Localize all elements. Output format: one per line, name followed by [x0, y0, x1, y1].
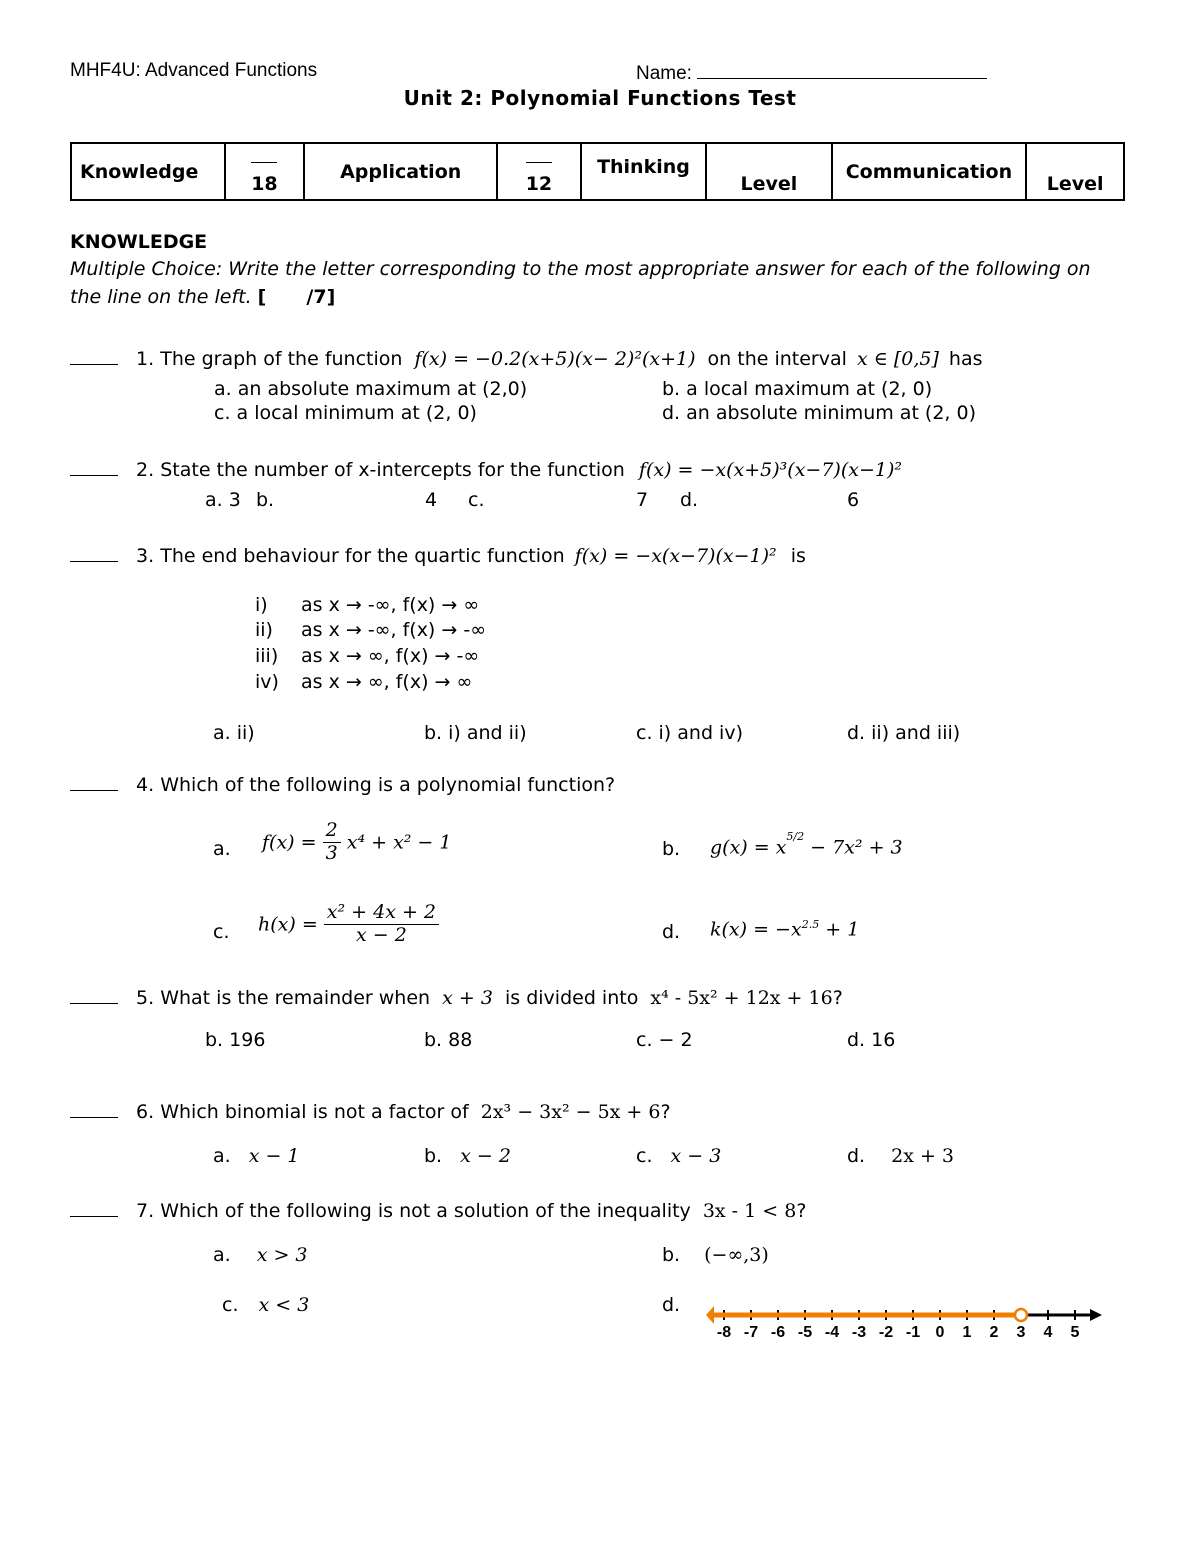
- q7-b-value: (−∞,3): [704, 1244, 769, 1266]
- answer-blank-6[interactable]: [70, 1099, 118, 1118]
- q4-a-lhs: f(x) =: [262, 831, 317, 854]
- q4-a-num: 2: [323, 820, 341, 843]
- q4-option-b: b.: [662, 838, 681, 860]
- answer-blank-7[interactable]: [70, 1198, 118, 1217]
- q6-option-d: [847, 1145, 954, 1167]
- q4-a-rest: x⁴ + x² − 1: [346, 831, 452, 854]
- q3-formula: f(x) = −x(x−7)(x−1)²: [574, 545, 777, 567]
- answer-blank-3[interactable]: [70, 543, 118, 562]
- q4-option-d: d.: [662, 921, 681, 943]
- q5-option-d: d. 16: [847, 1029, 896, 1051]
- q2-option-c: c.: [468, 489, 485, 511]
- q4-option-c: c.: [213, 921, 230, 943]
- q4-c-den: x − 2: [356, 923, 407, 946]
- q7-a-label: a.: [213, 1244, 231, 1266]
- q4-d-rest: + 1: [825, 918, 860, 941]
- question-5: [70, 985, 843, 1009]
- q2-option-a: a. 3: [205, 489, 241, 511]
- q4-option-c-formula: [258, 902, 439, 947]
- q5-text2: is divided into: [505, 987, 639, 1009]
- q6-d-label: d.: [847, 1145, 866, 1167]
- number-line-tick-label: 5: [1070, 1324, 1080, 1341]
- answer-blank-5[interactable]: [70, 985, 118, 1004]
- q4-d-lhs: k(x) = −x: [710, 918, 802, 941]
- q3-option-b: b. i) and ii): [424, 722, 527, 744]
- q1-option-c: c. a local minimum at (2, 0): [214, 402, 477, 424]
- q7-option-d: d.: [662, 1294, 681, 1316]
- q3-item-i-num: i): [255, 594, 268, 616]
- q7-a-value: x > 3: [256, 1244, 308, 1266]
- q3-text2: is: [790, 545, 806, 567]
- q6-b-value: x − 2: [460, 1145, 511, 1167]
- q1-text: 1. The graph of the function: [136, 348, 403, 370]
- question-3: [70, 543, 806, 567]
- q4-b-exp: 5/2: [786, 830, 805, 843]
- q3-option-a: a. ii): [213, 722, 255, 744]
- name-label: [636, 60, 987, 85]
- q4-a-fraction: [323, 820, 341, 865]
- q1-option-a: a. an absolute maximum at (2,0): [214, 378, 528, 400]
- q2-option-d-value: 6: [847, 489, 860, 511]
- number-line-open-circle: [1015, 1309, 1027, 1321]
- page-title: Unit 2: Polynomial Functions Test: [403, 86, 797, 110]
- q2-text: 2. State the number of x-intercepts for the function: [136, 459, 625, 481]
- q3-item-ii-num: ii): [255, 619, 273, 641]
- thinking-cell: Thinking: [581, 143, 707, 200]
- q3-item-iv: [255, 671, 472, 693]
- q3-item-i: [255, 594, 479, 616]
- q6-a-value: x − 1: [248, 1145, 300, 1167]
- number-line-tick-label: 2: [989, 1324, 999, 1341]
- question-4: [70, 772, 615, 796]
- q6-a-label: a.: [213, 1145, 231, 1167]
- q6-text2: ?: [660, 1101, 671, 1123]
- q6-d-value: 2x + 3: [891, 1145, 955, 1167]
- q7-text2: ?: [796, 1200, 807, 1222]
- communication-level-cell: Level: [1026, 143, 1124, 200]
- instructions-text: the line on the left.: [70, 286, 252, 308]
- knowledge-cell: Knowledge: [71, 143, 225, 200]
- score-total: /7]: [306, 286, 336, 308]
- number-line-tick-label: -8: [716, 1324, 732, 1341]
- number-line-tick-label: -2: [878, 1324, 894, 1341]
- score-open: [: [257, 286, 267, 308]
- q7-option-b: [662, 1244, 769, 1266]
- answer-blank-1[interactable]: [70, 346, 118, 365]
- q6-option-b: [424, 1145, 511, 1167]
- communication-cell: Communication: [832, 143, 1027, 200]
- q3-item-iv-text: as x → ∞, f(x) → ∞: [301, 671, 473, 693]
- q4-b-rest: − 7x² + 3: [810, 836, 903, 859]
- number-line-tick-label: 3: [1016, 1324, 1026, 1341]
- number-line-tick-label: 0: [935, 1324, 945, 1341]
- q7-text: 7. Which of the following is not a solution of the inequality: [136, 1200, 691, 1222]
- section-heading: KNOWLEDGE: [70, 231, 208, 253]
- q5-option-b: b. 88: [424, 1029, 473, 1051]
- number-line-tick-label: 4: [1043, 1324, 1053, 1341]
- q2-option-b-value: 4: [425, 489, 438, 511]
- q3-item-ii-text: as x → -∞, f(x) → -∞: [301, 619, 487, 641]
- q4-c-num: x² + 4x + 2: [324, 902, 439, 925]
- application-total-cell: [497, 143, 580, 200]
- number-line: [700, 1300, 1110, 1346]
- q3-item-iv-num: iv): [255, 671, 279, 693]
- q5-option-a: b. 196: [205, 1029, 266, 1051]
- name-field[interactable]: [697, 60, 987, 79]
- q3-item-ii: [255, 619, 486, 641]
- q6-option-a: [213, 1145, 300, 1167]
- q3-option-d: d. ii) and iii): [847, 722, 961, 744]
- q4-option-b-formula: [710, 830, 903, 859]
- application-total: 12: [525, 173, 553, 195]
- q7-option-a: [213, 1244, 308, 1266]
- q3-item-iii-text: as x → ∞, f(x) → -∞: [301, 645, 480, 667]
- thinking-level-cell: Level: [706, 143, 831, 200]
- q1-formula: f(x) = −0.2(x+5)(x− 2)²(x+1): [414, 348, 696, 370]
- course-label: MHF4U: Advanced Functions: [70, 60, 318, 81]
- number-line-tick-label: -5: [797, 1324, 813, 1341]
- q4-text: 4. Which of the following is a polynomial function?: [136, 774, 616, 796]
- q3-text: 3. The end behaviour for the quartic function: [136, 545, 565, 567]
- q3-item-iii: [255, 645, 479, 667]
- q4-c-fraction: [324, 902, 439, 947]
- q3-item-iii-num: iii): [255, 645, 279, 667]
- answer-blank-4[interactable]: [70, 772, 118, 791]
- q6-option-c: [636, 1145, 721, 1167]
- number-line-tick-label: -7: [743, 1324, 759, 1341]
- q3-option-c: c. i) and iv): [636, 722, 743, 744]
- q7-option-c: [222, 1294, 309, 1316]
- q6-text: 6. Which binomial is not a factor of: [136, 1101, 469, 1123]
- q4-c-lhs: h(x) =: [258, 913, 318, 936]
- q1-option-d: d. an absolute minimum at (2, 0): [662, 402, 977, 424]
- q5-text3: ?: [832, 987, 843, 1009]
- number-line-tick-label: -3: [851, 1324, 867, 1341]
- q2-option-b: b.: [256, 489, 275, 511]
- application-cell: Application: [304, 143, 497, 200]
- q6-poly: 2x³ − 3x² − 5x + 6: [480, 1101, 661, 1123]
- answer-blank-2[interactable]: [70, 457, 118, 476]
- q1-text2: on the interval: [707, 348, 847, 370]
- q1-text3: has: [948, 348, 983, 370]
- q7-c-label: c.: [222, 1294, 239, 1316]
- name-label-text: Name:: [636, 63, 692, 84]
- number-line-tick-label: -4: [824, 1324, 840, 1341]
- q1-interval: x ∈ [0,5]: [856, 348, 939, 370]
- number-line-tick-label: -1: [905, 1324, 921, 1341]
- q4-option-d-formula: [710, 918, 859, 940]
- question-2: [70, 457, 902, 481]
- q2-option-d: d.: [680, 489, 699, 511]
- q5-text: 5. What is the remainder when: [136, 987, 431, 1009]
- q5-option-c: c. − 2: [636, 1029, 693, 1051]
- score-table: [70, 142, 1125, 201]
- number-line-tick-label: -6: [770, 1324, 786, 1341]
- q7-inequality: 3x - 1 < 8: [702, 1200, 797, 1222]
- question-7: [70, 1198, 806, 1222]
- q4-option-a-formula: [262, 820, 452, 865]
- number-line-tick-label: 1: [962, 1324, 972, 1341]
- q6-b-label: b.: [424, 1145, 443, 1167]
- q6-c-value: x − 3: [670, 1145, 722, 1167]
- q6-c-label: c.: [636, 1145, 653, 1167]
- q1-option-b: b. a local maximum at (2, 0): [662, 378, 933, 400]
- q3-item-i-text: as x → -∞, f(x) → ∞: [301, 594, 480, 616]
- q4-option-a: a.: [213, 838, 231, 860]
- number-line-left-arrow: [706, 1306, 714, 1324]
- q2-formula: f(x) = −x(x+5)³(x−7)(x−1)²: [638, 459, 902, 481]
- q7-c-value: x < 3: [258, 1294, 310, 1316]
- knowledge-total-cell: [225, 143, 304, 200]
- question-1: [70, 346, 983, 370]
- q7-b-label: b.: [662, 1244, 681, 1266]
- q4-b-lhs: g(x) = x: [710, 836, 787, 859]
- knowledge-total: 18: [251, 173, 278, 195]
- number-line-arrow: [1090, 1309, 1102, 1321]
- q4-a-den: 3: [325, 841, 338, 864]
- question-6: [70, 1099, 671, 1123]
- q2-option-c-value: 7: [636, 489, 649, 511]
- instructions: Multiple Choice: Write the letter corresponding to the most appropriate answer for each of the following on: [70, 258, 1091, 280]
- q5-poly: x⁴ - 5x² + 12x + 16: [650, 987, 833, 1009]
- instructions-line2: [70, 286, 335, 308]
- q5-binomial: x + 3: [442, 987, 493, 1009]
- q4-d-exp: 2.5: [801, 918, 820, 931]
